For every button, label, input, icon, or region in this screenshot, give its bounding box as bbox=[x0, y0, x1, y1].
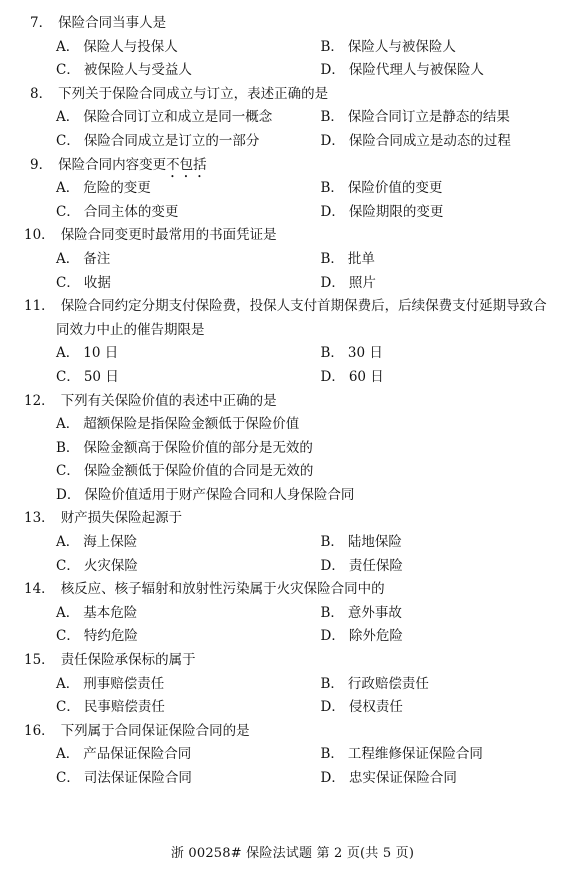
answer-option bbox=[56, 272, 321, 296]
option-row bbox=[0, 106, 585, 130]
answer-option bbox=[321, 555, 585, 579]
option-text: 保险合同订立是静态的结果 bbox=[347, 109, 510, 126]
option-letter: B． bbox=[320, 180, 344, 197]
question-text: 保险合同当事人是 bbox=[58, 15, 167, 31]
option-text: 司法保证保险合同 bbox=[83, 770, 192, 786]
option-letter: B． bbox=[320, 746, 344, 763]
option-letter: D． bbox=[320, 699, 345, 716]
option-text: 保险期限的变更 bbox=[348, 203, 444, 220]
option-text: 基本危险 bbox=[83, 604, 138, 621]
option-text: 保险价值的变更 bbox=[347, 180, 443, 197]
option-text: 火灾保险 bbox=[83, 557, 138, 574]
answer-option bbox=[56, 106, 321, 130]
option-text: 陆地保险 bbox=[347, 534, 402, 551]
question-text-continued: 同效力中止的催告期限是 bbox=[56, 321, 205, 338]
answer-option bbox=[321, 531, 585, 555]
question-stem bbox=[0, 83, 585, 107]
question-number: 8． bbox=[30, 85, 53, 102]
option-letter: A． bbox=[56, 250, 80, 267]
page-footer: 浙 00258# 保险法试题 第 2 页(共 5 页) bbox=[170, 846, 415, 861]
option-text: 民事赔偿责任 bbox=[83, 699, 165, 716]
option-letter: C． bbox=[56, 557, 80, 574]
option-letter: D． bbox=[56, 486, 81, 503]
question-number: 16． bbox=[24, 722, 55, 739]
question-text: 下列关于保险合同成立与订立，表述正确的是 bbox=[58, 85, 329, 102]
option-letter: C． bbox=[56, 203, 80, 220]
question-text: 责任保险承保标的属于 bbox=[60, 652, 196, 669]
option-text: 工程维修保证保险合同 bbox=[347, 746, 483, 763]
option-letter: D． bbox=[320, 132, 345, 149]
option-text: 收据 bbox=[83, 274, 111, 291]
answer-option bbox=[321, 201, 585, 225]
option-row bbox=[0, 130, 585, 154]
question-block bbox=[0, 154, 585, 225]
option-text: 保险合同订立和成立是同一概念 bbox=[83, 109, 273, 126]
question-stem bbox=[0, 507, 585, 531]
option-row bbox=[0, 673, 585, 697]
answer-option bbox=[0, 484, 585, 508]
option-letter: C． bbox=[56, 463, 80, 480]
option-letter: B． bbox=[56, 439, 80, 456]
answer-option bbox=[321, 106, 585, 130]
option-text: 忠实保证保险合同 bbox=[348, 770, 457, 786]
question-number: 12． bbox=[24, 392, 55, 409]
option-text: 保险金额高于保险价值的部分是无效的 bbox=[83, 439, 313, 456]
option-row bbox=[0, 36, 585, 60]
answer-option bbox=[56, 531, 321, 555]
option-letter: A． bbox=[56, 604, 80, 621]
option-text: 合同主体的变更 bbox=[83, 203, 179, 220]
answer-option bbox=[321, 272, 585, 296]
option-text: 保险人与被保险人 bbox=[347, 38, 456, 55]
option-text: 50 日 bbox=[83, 368, 119, 385]
option-text: 被保险人与受益人 bbox=[83, 62, 192, 79]
question-block bbox=[0, 12, 585, 83]
option-text: 批单 bbox=[347, 250, 375, 267]
option-row bbox=[0, 366, 585, 390]
answer-option bbox=[56, 366, 321, 390]
answer-option bbox=[321, 602, 585, 626]
option-letter: C． bbox=[56, 62, 80, 79]
option-row bbox=[0, 531, 585, 555]
answer-option bbox=[321, 36, 585, 60]
option-letter: C． bbox=[56, 368, 80, 385]
answer-option bbox=[321, 625, 585, 649]
answer-option bbox=[56, 625, 321, 649]
option-letter: B． bbox=[320, 345, 344, 362]
option-text: 保险合同成立是动态的过程 bbox=[348, 132, 511, 149]
option-letter: B． bbox=[320, 109, 344, 126]
option-letter: D． bbox=[320, 62, 345, 79]
question-stem bbox=[0, 224, 585, 248]
option-text: 保险合同成立是订立的一部分 bbox=[83, 132, 260, 149]
answer-option bbox=[56, 59, 321, 83]
option-letter: D． bbox=[320, 368, 345, 385]
option-row bbox=[0, 59, 585, 83]
question-stem bbox=[0, 390, 585, 414]
option-row bbox=[0, 696, 585, 720]
option-letter: B． bbox=[320, 534, 344, 551]
question-number: 14． bbox=[24, 581, 55, 598]
option-text: 保险代理人与被保险人 bbox=[348, 62, 484, 79]
option-letter: B． bbox=[320, 604, 344, 621]
question-stem bbox=[0, 720, 585, 744]
answer-option bbox=[321, 366, 585, 390]
question-block bbox=[0, 507, 585, 578]
answer-option bbox=[56, 673, 321, 697]
question-number: 15． bbox=[24, 652, 55, 669]
question-text: 下列属于合同保证保险合同的是 bbox=[60, 722, 250, 739]
option-letter: A． bbox=[56, 416, 80, 433]
answer-option bbox=[56, 248, 321, 272]
option-letter: C． bbox=[56, 699, 80, 716]
answer-option bbox=[56, 767, 321, 791]
option-row bbox=[0, 625, 585, 649]
question-block bbox=[0, 720, 585, 791]
answer-option bbox=[56, 130, 321, 154]
option-text: 60 日 bbox=[348, 368, 384, 385]
question-text: 保险合同内容变更 bbox=[58, 156, 167, 173]
option-text: 30 日 bbox=[347, 345, 383, 362]
option-text: 刑事赔偿责任 bbox=[83, 675, 165, 692]
question-number: 11． bbox=[24, 298, 55, 315]
question-block bbox=[0, 649, 585, 720]
option-text: 除外危险 bbox=[348, 628, 403, 645]
option-letter: C． bbox=[56, 628, 80, 645]
option-text: 侵权责任 bbox=[348, 699, 403, 716]
option-letter: A． bbox=[56, 675, 80, 692]
option-row bbox=[0, 743, 585, 767]
question-stem bbox=[0, 12, 585, 36]
question-text: 下列有关保险价值的表述中正确的是 bbox=[60, 392, 277, 409]
option-letter: B． bbox=[320, 38, 344, 55]
option-letter: A． bbox=[56, 746, 80, 763]
option-letter: D． bbox=[320, 770, 345, 786]
option-text: 超额保险是指保险金额低于保险价值 bbox=[83, 416, 300, 433]
option-letter: D． bbox=[320, 274, 345, 291]
option-letter: C． bbox=[56, 274, 80, 291]
question-block bbox=[0, 390, 585, 508]
option-text: 保险金额低于保险价值的合同是无效的 bbox=[83, 463, 314, 480]
answer-option bbox=[56, 743, 321, 767]
question-list bbox=[0, 12, 585, 791]
option-letter: A． bbox=[56, 534, 80, 551]
answer-option bbox=[321, 696, 585, 720]
question-number: 13． bbox=[24, 510, 55, 527]
question-number: 9． bbox=[30, 156, 53, 173]
question-emphasis-text: 不包括 bbox=[166, 156, 207, 173]
question-number: 10． bbox=[24, 227, 55, 244]
question-stem bbox=[0, 295, 585, 319]
option-row bbox=[0, 201, 585, 225]
answer-option bbox=[321, 767, 585, 791]
option-text: 行政赔偿责任 bbox=[347, 675, 429, 692]
question-text: 核反应、核子辐射和放射性污染属于火灾保险合同中的 bbox=[60, 581, 385, 598]
option-letter: A． bbox=[56, 180, 80, 197]
option-row bbox=[0, 602, 585, 626]
option-row bbox=[0, 272, 585, 296]
option-text: 危险的变更 bbox=[83, 180, 151, 197]
question-stem bbox=[0, 154, 585, 178]
option-text: 照片 bbox=[348, 274, 376, 291]
question-stem bbox=[0, 578, 585, 602]
option-text: 责任保险 bbox=[348, 557, 403, 574]
answer-option bbox=[56, 602, 321, 626]
answer-option bbox=[321, 130, 585, 154]
option-letter: D． bbox=[320, 557, 345, 574]
answer-option bbox=[321, 59, 585, 83]
option-text: 保险人与投保人 bbox=[83, 38, 178, 55]
answer-option bbox=[56, 555, 321, 579]
option-text: 产品保证保险合同 bbox=[83, 746, 192, 763]
option-letter: D． bbox=[320, 628, 345, 645]
option-row bbox=[0, 248, 585, 272]
option-text: 备注 bbox=[83, 250, 111, 267]
answer-option bbox=[0, 460, 585, 484]
option-row bbox=[0, 767, 585, 791]
option-text: 海上保险 bbox=[83, 534, 138, 551]
answer-option bbox=[56, 201, 321, 225]
answer-option bbox=[321, 177, 585, 201]
option-letter: B． bbox=[320, 250, 344, 267]
option-letter: B． bbox=[320, 675, 344, 692]
answer-option bbox=[321, 743, 585, 767]
answer-option bbox=[0, 413, 585, 437]
question-block bbox=[0, 578, 585, 649]
option-text: 10 日 bbox=[83, 345, 119, 362]
option-text: 特约危险 bbox=[83, 628, 138, 645]
answer-option bbox=[56, 177, 321, 201]
answer-option bbox=[56, 36, 321, 60]
question-text: 财产损失保险起源于 bbox=[60, 510, 183, 527]
answer-option bbox=[56, 696, 321, 720]
option-letter: A． bbox=[56, 109, 80, 126]
option-letter: A． bbox=[56, 345, 80, 362]
option-letter: D． bbox=[320, 203, 345, 220]
option-row bbox=[0, 177, 585, 201]
question-block bbox=[0, 83, 585, 154]
question-text: 保险合同变更时最常用的书面凭证是 bbox=[60, 227, 277, 244]
answer-option bbox=[321, 342, 585, 366]
answer-option bbox=[56, 342, 321, 366]
answer-option bbox=[0, 437, 585, 461]
option-text: 意外事故 bbox=[347, 604, 402, 621]
option-row bbox=[0, 555, 585, 579]
option-letter: C． bbox=[56, 132, 80, 149]
question-text: 保险合同约定分期支付保险费，投保人支付首期保费后，后续保费支付延期导致合 bbox=[60, 298, 547, 315]
question-stem bbox=[0, 649, 585, 673]
option-letter: C． bbox=[56, 770, 80, 786]
option-letter: A． bbox=[56, 38, 80, 55]
question-number: 7． bbox=[30, 15, 53, 31]
option-row bbox=[0, 342, 585, 366]
question-block bbox=[0, 224, 585, 295]
answer-option bbox=[321, 673, 585, 697]
answer-option bbox=[321, 248, 585, 272]
option-text: 保险价值适用于财产保险合同和人身保险合同 bbox=[84, 486, 355, 503]
question-block bbox=[0, 295, 585, 389]
